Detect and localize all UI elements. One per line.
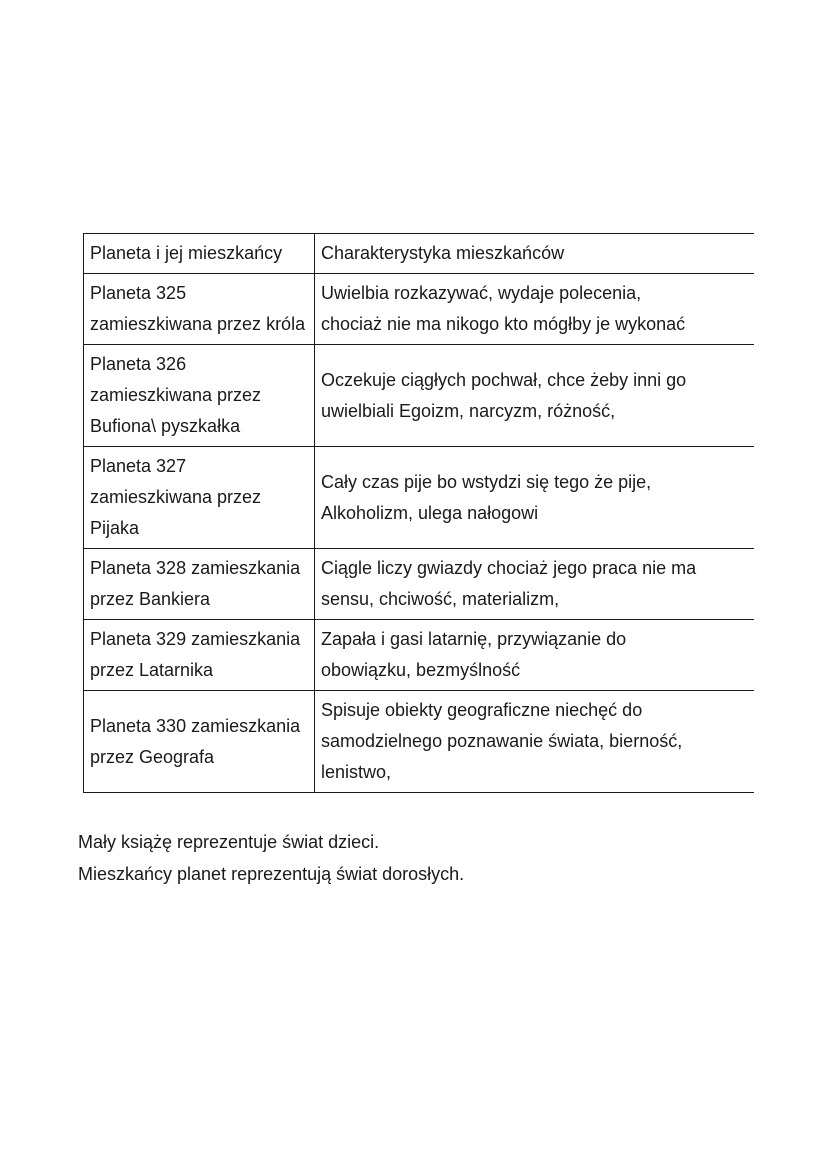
characteristics-cell: Uwielbia rozkazywać, wydaje polecenia, chociaż nie ma nikogo kto mógłby je wykonać <box>315 274 754 345</box>
planets-table <box>83 233 754 793</box>
planet-cell: Planeta 330 zamieszkania przez Geografa <box>84 691 315 793</box>
table-row <box>84 691 754 793</box>
notes-section <box>78 826 778 890</box>
header-planet: Planeta i jej mieszkańcy <box>84 234 315 274</box>
table-row <box>84 447 754 549</box>
characteristics-cell: Oczekuje ciągłych pochwał, chce żeby inni go uwielbiali Egoizm, narcyzm, różność, <box>315 345 754 447</box>
table-row <box>84 620 754 691</box>
note-line: Mieszkańcy planet reprezentują świat dorosłych. <box>78 864 465 884</box>
characteristics-cell: Zapała i gasi latarnię, przywiązanie do obowiązku, bezmyślność <box>315 620 754 691</box>
table-header-row <box>84 234 754 274</box>
table-row <box>84 274 754 345</box>
characteristics-cell: Spisuje obiekty geograficzne niechęć do samodzielnego poznawanie świata, bierność, lenistwo, <box>315 691 754 793</box>
characteristics-cell: Ciągle liczy gwiazdy chociaż jego praca nie ma sensu, chciwość, materializm, <box>315 549 754 620</box>
planet-cell: Planeta 325 zamieszkiwana przez króla <box>84 274 315 345</box>
characteristics-cell: Cały czas pije bo wstydzi się tego że pije, Alkoholizm, ulega nałogowi <box>315 447 754 549</box>
planet-cell: Planeta 327 zamieszkiwana przez Pijaka <box>84 447 315 549</box>
planet-cell: Planeta 326 zamieszkiwana przez Bufiona\ pyszkałka <box>84 345 315 447</box>
planet-cell: Planeta 328 zamieszkania przez Bankiera <box>84 549 315 620</box>
table-row <box>84 345 754 447</box>
header-characteristics: Charakterystyka mieszkańców <box>315 234 754 274</box>
planet-cell: Planeta 329 zamieszkania przez Latarnika <box>84 620 315 691</box>
table-row <box>84 549 754 620</box>
note-line: Mały książę reprezentuje świat dzieci. <box>78 832 380 852</box>
